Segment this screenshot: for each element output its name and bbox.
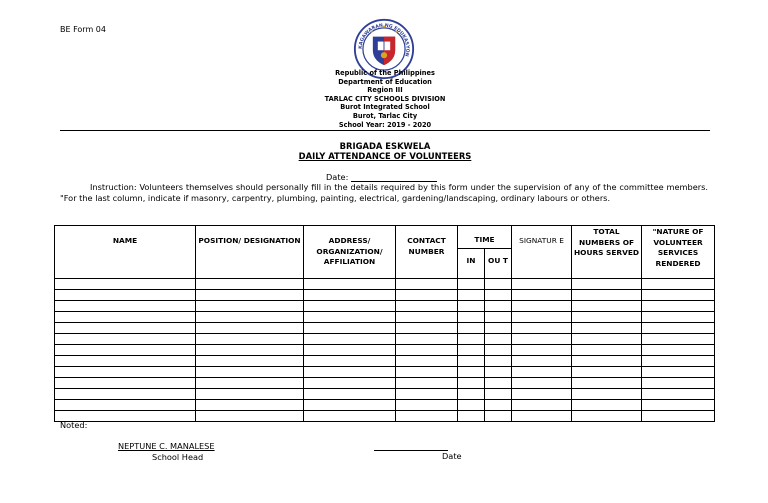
cell-address[interactable] [304, 378, 396, 389]
cell-position[interactable] [196, 378, 304, 389]
column-header-time: TIME [458, 226, 512, 249]
cell-signature[interactable] [512, 323, 572, 334]
cell-address[interactable] [304, 356, 396, 367]
column-header-nature: "NATURE OF VOLUNTEER SERVICES RENDERED [642, 226, 715, 279]
cell-address[interactable] [304, 312, 396, 323]
cell-address[interactable] [304, 301, 396, 312]
cell-address[interactable] [304, 334, 396, 345]
cell-position[interactable] [196, 312, 304, 323]
table-row [55, 334, 715, 345]
cell-position[interactable] [196, 356, 304, 367]
column-header-total-hours: TOTAL NUMBERS OF HOURS SERVED [572, 226, 642, 279]
cell-time-in[interactable] [458, 301, 485, 312]
cell-name[interactable] [55, 400, 196, 411]
cell-signature[interactable] [512, 279, 572, 290]
footer-date-line [374, 450, 448, 451]
footer-date-label: Date [442, 451, 462, 461]
cell-position[interactable] [196, 367, 304, 378]
header-line-school: Burot Integrated School [340, 103, 430, 112]
cell-contact[interactable] [396, 356, 458, 367]
signatory-title: School Head [152, 452, 204, 462]
cell-position[interactable] [196, 411, 304, 422]
date-row [326, 172, 437, 182]
cell-position[interactable] [196, 323, 304, 334]
column-header-contact: CONTACT NUMBER [396, 226, 458, 279]
cell-total-hours[interactable] [572, 356, 642, 367]
noted-label: Noted: [60, 420, 88, 430]
cell-time-out[interactable] [485, 378, 512, 389]
cell-contact[interactable] [396, 389, 458, 400]
cell-signature[interactable] [512, 356, 572, 367]
cell-total-hours[interactable] [572, 323, 642, 334]
date-blank-line[interactable] [351, 173, 437, 182]
cell-total-hours[interactable] [572, 389, 642, 400]
cell-address[interactable] [304, 323, 396, 334]
cell-name[interactable] [55, 367, 196, 378]
cell-position[interactable] [196, 301, 304, 312]
form-subtitle: DAILY ATTENDANCE OF VOLUNTEERS [298, 151, 472, 161]
cell-total-hours[interactable] [572, 378, 642, 389]
cell-position[interactable] [196, 345, 304, 356]
cell-time-in[interactable] [458, 378, 485, 389]
cell-total-hours[interactable] [572, 345, 642, 356]
instruction-text: Instruction: Volunteers themselves should personally fill in the details required by this form under the supervision of any of the committee members. "For the last column, indicate if masonry, carpentry, plumbing, painting, electrical, gardening/landscaping, ordinary labours or others. [60, 182, 708, 203]
cell-name[interactable] [55, 356, 196, 367]
cell-nature[interactable] [642, 334, 715, 345]
cell-contact[interactable] [396, 290, 458, 301]
cell-contact[interactable] [396, 400, 458, 411]
cell-time-in[interactable] [458, 334, 485, 345]
cell-time-in[interactable] [458, 279, 485, 290]
cell-signature[interactable] [512, 378, 572, 389]
cell-contact[interactable] [396, 334, 458, 345]
cell-time-out[interactable] [485, 356, 512, 367]
table-row [55, 400, 715, 411]
cell-nature[interactable] [642, 389, 715, 400]
cell-time-in[interactable] [458, 411, 485, 422]
cell-signature[interactable] [512, 334, 572, 345]
table-row [55, 345, 715, 356]
header-line-republic: Republic of the Philippines [335, 69, 435, 77]
cell-total-hours[interactable] [572, 279, 642, 290]
cell-time-in[interactable] [458, 356, 485, 367]
cell-total-hours[interactable] [572, 411, 642, 422]
cell-nature[interactable] [642, 356, 715, 367]
date-label: Date: [326, 172, 349, 182]
column-header-position: POSITION/ DESIGNATION [196, 226, 304, 279]
cell-address[interactable] [304, 279, 396, 290]
cell-nature[interactable] [642, 367, 715, 378]
form-number: BE Form 04 [60, 25, 106, 34]
cell-address[interactable] [304, 367, 396, 378]
cell-signature[interactable] [512, 411, 572, 422]
cell-address[interactable] [304, 290, 396, 301]
table-row [55, 323, 715, 334]
cell-signature[interactable] [512, 290, 572, 301]
cell-time-in[interactable] [458, 367, 485, 378]
cell-nature[interactable] [642, 279, 715, 290]
cell-name[interactable] [55, 378, 196, 389]
cell-address[interactable] [304, 345, 396, 356]
cell-position[interactable] [196, 389, 304, 400]
signatory-name: NEPTUNE C. MANALESE [118, 441, 215, 451]
cell-time-out[interactable] [485, 312, 512, 323]
cell-nature[interactable] [642, 378, 715, 389]
cell-time-out[interactable] [485, 367, 512, 378]
cell-nature[interactable] [642, 312, 715, 323]
column-header-time-out: OU T [485, 249, 512, 279]
header-line-school-year: School Year: 2019 - 2020 [338, 120, 432, 129]
cell-time-out[interactable] [485, 400, 512, 411]
cell-address[interactable] [304, 400, 396, 411]
cell-name[interactable] [55, 345, 196, 356]
cell-time-out[interactable] [485, 279, 512, 290]
cell-name[interactable] [55, 323, 196, 334]
column-header-name: NAME [55, 226, 196, 279]
seal-ring-text: KAGAWARAN NG EDUKASYON [358, 23, 410, 57]
form-title: BRIGADA ESKWELA [339, 141, 431, 151]
cell-total-hours[interactable] [572, 301, 642, 312]
cell-nature[interactable] [642, 345, 715, 356]
cell-time-out[interactable] [485, 301, 512, 312]
cell-total-hours[interactable] [572, 334, 642, 345]
header-divider [60, 130, 710, 131]
cell-address[interactable] [304, 411, 396, 422]
cell-contact[interactable] [396, 378, 458, 389]
cell-nature[interactable] [642, 400, 715, 411]
cell-name[interactable] [55, 279, 196, 290]
table-row [55, 290, 715, 301]
cell-total-hours[interactable] [572, 400, 642, 411]
cell-contact[interactable] [396, 411, 458, 422]
cell-time-out[interactable] [485, 411, 512, 422]
column-header-address: ADDRESS/ ORGANIZATION/ AFFILIATION [304, 226, 396, 279]
header-line-region: Region III [367, 86, 403, 95]
table-row [55, 367, 715, 378]
cell-signature[interactable] [512, 345, 572, 356]
table-row [55, 389, 715, 400]
cell-time-in[interactable] [458, 323, 485, 334]
cell-address[interactable] [304, 389, 396, 400]
cell-total-hours[interactable] [572, 367, 642, 378]
cell-nature[interactable] [642, 323, 715, 334]
cell-name[interactable] [55, 389, 196, 400]
cell-signature[interactable] [512, 400, 572, 411]
header-line-department: Department of Education [338, 77, 432, 86]
table-row [55, 378, 715, 389]
cell-time-out[interactable] [485, 334, 512, 345]
header-line-division: TARLAC CITY SCHOOLS DIVISION [324, 94, 446, 103]
cell-time-in[interactable] [458, 389, 485, 400]
cell-signature[interactable] [512, 312, 572, 323]
cell-name[interactable] [55, 312, 196, 323]
cell-position[interactable] [196, 279, 304, 290]
cell-time-in[interactable] [458, 290, 485, 301]
cell-position[interactable] [196, 290, 304, 301]
school-header [200, 69, 570, 129]
cell-time-in[interactable] [458, 400, 485, 411]
cell-position[interactable] [196, 400, 304, 411]
cell-nature[interactable] [642, 290, 715, 301]
cell-time-out[interactable] [485, 290, 512, 301]
cell-name[interactable] [55, 334, 196, 345]
table-row [55, 411, 715, 422]
cell-position[interactable] [196, 334, 304, 345]
cell-contact[interactable] [396, 279, 458, 290]
cell-signature[interactable] [512, 301, 572, 312]
cell-time-out[interactable] [485, 345, 512, 356]
column-header-time-in: IN [458, 249, 485, 279]
cell-contact[interactable] [396, 345, 458, 356]
cell-contact[interactable] [396, 323, 458, 334]
cell-nature[interactable] [642, 301, 715, 312]
cell-total-hours[interactable] [572, 290, 642, 301]
table-row [55, 301, 715, 312]
cell-contact[interactable] [396, 367, 458, 378]
cell-contact[interactable] [396, 301, 458, 312]
table-row [55, 279, 715, 290]
cell-name[interactable] [55, 290, 196, 301]
cell-time-out[interactable] [485, 323, 512, 334]
cell-time-in[interactable] [458, 345, 485, 356]
attendance-table [54, 225, 715, 422]
cell-time-out[interactable] [485, 389, 512, 400]
cell-contact[interactable] [396, 312, 458, 323]
cell-signature[interactable] [512, 367, 572, 378]
cell-time-in[interactable] [458, 312, 485, 323]
cell-signature[interactable] [512, 389, 572, 400]
cell-nature[interactable] [642, 411, 715, 422]
cell-total-hours[interactable] [572, 312, 642, 323]
header-line-address: Burot, Tarlac City [352, 111, 418, 120]
table-row [55, 312, 715, 323]
column-header-signature: SIGNATUR E [512, 226, 572, 279]
table-row [55, 356, 715, 367]
cell-name[interactable] [55, 301, 196, 312]
